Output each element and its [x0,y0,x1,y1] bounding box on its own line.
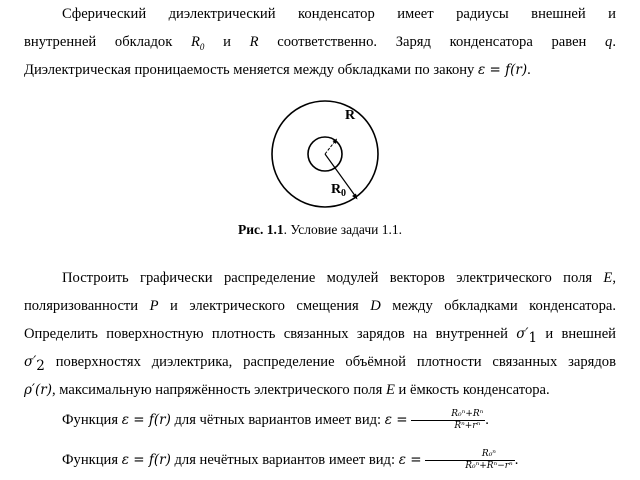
para2-line4 [24,350,616,375]
text: и внешней [537,326,616,342]
formula: ε = f(r) [478,62,528,78]
formula-eps: ε = [384,412,408,428]
para2-line5 [24,378,616,403]
fraction-numerator: R₀ⁿ [425,449,515,461]
text: и электрического смещения [158,298,371,314]
fraction-numerator: R₀ⁿ+Rⁿ [411,409,485,421]
label-inner-radius: R [331,182,342,197]
func-odd-line [24,448,616,473]
text: , максимальную напряжённость электрического поля [52,382,386,398]
para2-line3 [24,322,616,347]
text: поляризованности [24,298,150,314]
text: , [612,270,616,286]
symbol-sigma2: σ′ [24,354,37,370]
formula-eps: ε = [398,452,422,468]
para2-line2 [24,294,616,319]
fraction-denominator: Rⁿ+rⁿ [454,421,481,432]
text: внутренней обкладок [24,34,191,50]
text: Определить поверхностную плотность связанных зарядов на внутренней [24,326,517,342]
para1-line2 [24,30,616,55]
label-inner-radius-sub: 0 [341,188,346,199]
para1-line1 [24,2,616,27]
caption-number: Рис. 1.1 [237,222,284,237]
figure-caption [0,222,640,238]
text: соответственно. Заряд конденсатора равен [258,34,606,50]
text: между обкладками конденсатора. [380,298,616,314]
para1-line3 [24,58,616,83]
fraction-odd [425,449,515,472]
symbol-rho: ρ′(r) [24,382,52,398]
text: поверхностях диэлектрика, распределение объёмной плотности связанных зарядов [44,354,616,370]
capacitor-figure [270,92,380,212]
text: для чётных вариантов имеет вид: [170,412,385,428]
symbol-r0-sub: 0 [199,41,205,52]
text: и [204,34,250,50]
para1-line1-text: Сферический диэлектрический конденсатор имеет радиусы внешней и [62,6,616,22]
func-even-line [24,408,616,433]
caption-text: . Условие задачи 1.1. [283,222,403,237]
text: и ёмкость конденсатора. [394,382,550,398]
symbol-sigma2-sub: 2 [36,357,45,374]
symbol-r0: R [191,34,200,50]
symbol-sigma1: σ′ [516,326,529,342]
label-outer-radius: R [345,108,356,123]
symbol-e: E [385,382,395,398]
symbol-sigma1-sub: 1 [528,329,538,346]
formula: ε = f(r) [121,412,171,428]
text: Функция [62,452,122,468]
text: . [485,412,489,428]
text: . [612,34,616,50]
text: . [527,62,531,78]
text: Диэлектрическая проницаемость меняется между обкладками по закону [24,62,479,78]
fraction-denominator: R₀ⁿ+Rⁿ−rⁿ [465,461,513,472]
symbol-q: q [605,34,613,50]
text: Функция [62,412,122,428]
text: Построить графически распределение модулей векторов электрического поля [62,270,604,286]
symbol-r: R [249,34,259,50]
text: для нечётных вариантов имеет вид: [170,452,399,468]
symbol-e: E [603,270,613,286]
symbol-p: P [149,298,159,314]
fraction-even [411,409,485,432]
para2-line1 [24,266,616,291]
symbol-d: D [370,298,381,314]
formula: ε = f(r) [121,452,171,468]
text: . [514,452,519,468]
